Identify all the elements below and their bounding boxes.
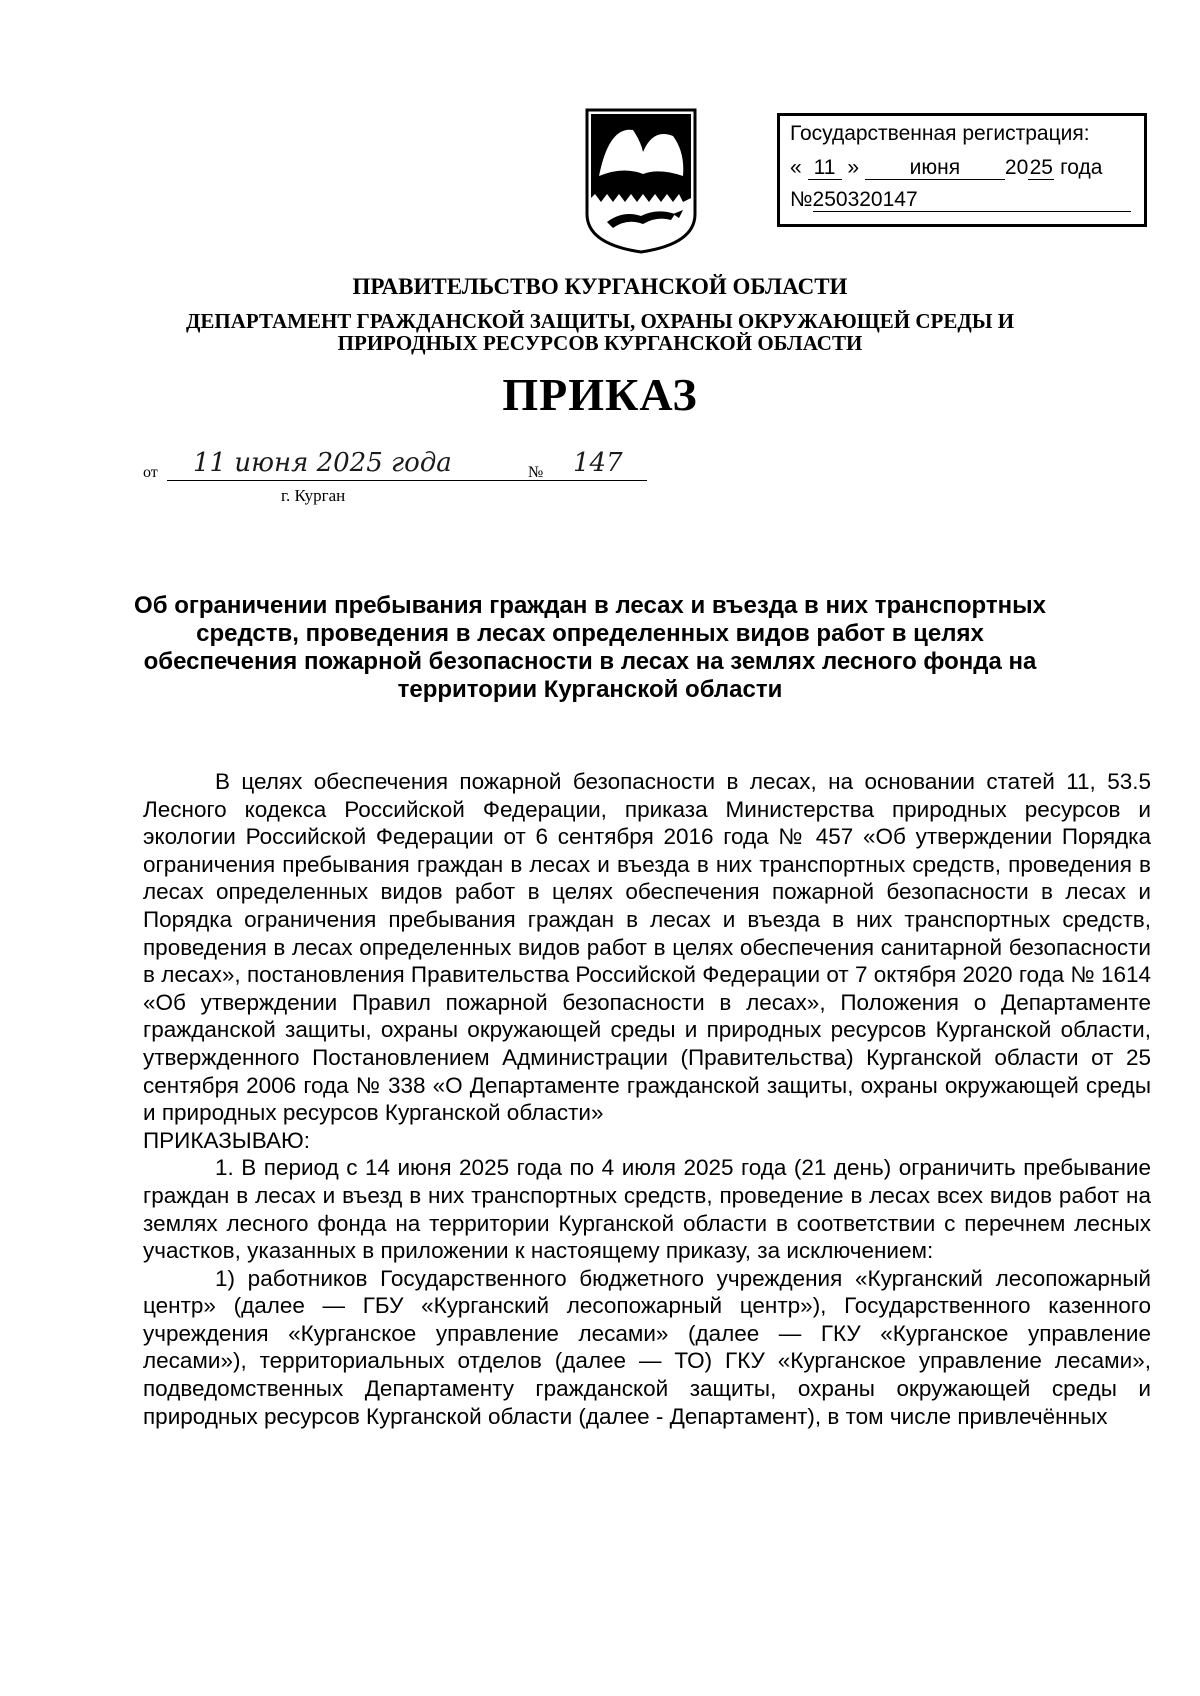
registration-stamp bbox=[777, 113, 1147, 227]
coat-of-arms-emblem bbox=[583, 106, 699, 256]
order-number-underline bbox=[555, 448, 647, 480]
registration-number-prefix: № bbox=[790, 188, 813, 211]
government-heading: ПРАВИТЕЛЬСТВО КУРГАНСКОЙ ОБЛАСТИ bbox=[352, 274, 848, 299]
registration-number-row bbox=[790, 188, 1140, 212]
registration-number: 250320147 bbox=[813, 189, 1131, 212]
department-heading bbox=[0, 310, 1200, 354]
document-body bbox=[143, 768, 1151, 1430]
registration-day-open: « bbox=[790, 156, 802, 179]
registration-month: июня bbox=[865, 157, 1005, 180]
order-date-line bbox=[143, 448, 663, 512]
registration-date bbox=[790, 156, 1140, 180]
order-city: г. Курган bbox=[281, 486, 346, 505]
document-title-line1: Об ограничении пребывания граждан в лесах и въезда в них транспортных bbox=[134, 592, 1046, 619]
item-1-1-paragraph: 1) работников Государственного бюджетного учреждения «Курганский лесопожарный центр» (далее — ГБУ «Курганский лесопожарный центр»), Государственного казенного учреждения «Курганское управление лесами» (далее — ГКУ «Курганское управление лесами»), территориальных отделов (далее — ТО) ГКУ «Курганское управление лесами», подведомственных Департаменту гражданской защиты, охраны окружающей среды и природных ресурсов Курганской области (далее - Департамент), в том числе привлечённых bbox=[143, 1265, 1151, 1429]
registration-year-prefix: 20 bbox=[1004, 156, 1029, 179]
registration-title: Государственная регистрация: bbox=[790, 122, 1090, 145]
document-title-line3: обеспечения пожарной безопасности в лесах на землях лесного фонда на bbox=[143, 648, 1037, 675]
document-title-line2: средств, проведения в лесах определенных видов работ в целях bbox=[196, 620, 984, 647]
document-title bbox=[120, 592, 1060, 704]
document-title-line4: территории Курганской области bbox=[397, 676, 783, 703]
registration-day-close: » bbox=[847, 156, 860, 179]
order-from-label: от bbox=[143, 464, 158, 481]
preamble-paragraph: В целях обеспечения пожарной безопасности в лесах, на основании статей 11, 53.5 Лесного кодекса Российской Федерации, приказа Министерства природных ресурсов и экологии Российской Федерации от 6 сентября 2016 года № 457 «Об утверждении Порядка ограничения пребывания граждан в лесах и въезда в них транспортных средств, проведения в лесах определенных видов работ в целях обеспечения пожарной безопасности в лесах и Порядка ограничения пребывания граждан в лесах и въезда в них транспортных средств, проведения в лесах определенных видов работ в целях обеспечения санитарной безопасности в лесах», постановления Правительства Российской Федерации от 7 октября 2020 года № 1614 «Об утверждении Правил пожарной безопасности в лесах», Положения о Департаменте гражданской защиты, охраны окружающей среды и природных ресурсов Курганской области, утвержденного Постановлением Администрации (Правительства) Курганской области от 25 сентября 2006 года № 338 «О Департаменте гражданской защиты, охраны окружающей среды и природных ресурсов Курганской области» bbox=[143, 769, 1151, 1126]
registration-year-word: года bbox=[1060, 156, 1103, 179]
department-heading-line2: ПРИРОДНЫХ РЕСУРСОВ КУРГАНСКОЙ ОБЛАСТИ bbox=[337, 331, 863, 355]
registration-year-suffix: 25 bbox=[1029, 156, 1053, 179]
order-number-label: № bbox=[528, 464, 544, 481]
document-type-heading: ПРИКАЗ bbox=[502, 369, 698, 420]
item-1-paragraph: 1. В период с 14 июня 2025 года по 4 июля 2025 года (21 день) ограничить пребывание граждан в лесах и въезд в них транспортных средств, проведение в лесах всех видов работ на землях лесного фонда на территории Курганской области в соответствии с перечнем лесных участков, указанных в приложении к настоящему приказу, за исключением: bbox=[143, 1155, 1151, 1264]
order-word: ПРИКАЗЫВАЮ: bbox=[143, 1127, 310, 1153]
department-heading-line1: ДЕПАРТАМЕНТ ГРАЖДАНСКОЙ ЗАЩИТЫ, ОХРАНЫ ОКРУЖАЮЩЕЙ СРЕДЫ И bbox=[185, 309, 1015, 333]
order-date-handwritten: 11 июня 2025 года bbox=[193, 448, 452, 478]
registration-day: 11 bbox=[808, 157, 842, 180]
order-number-handwritten: 147 bbox=[573, 448, 623, 478]
